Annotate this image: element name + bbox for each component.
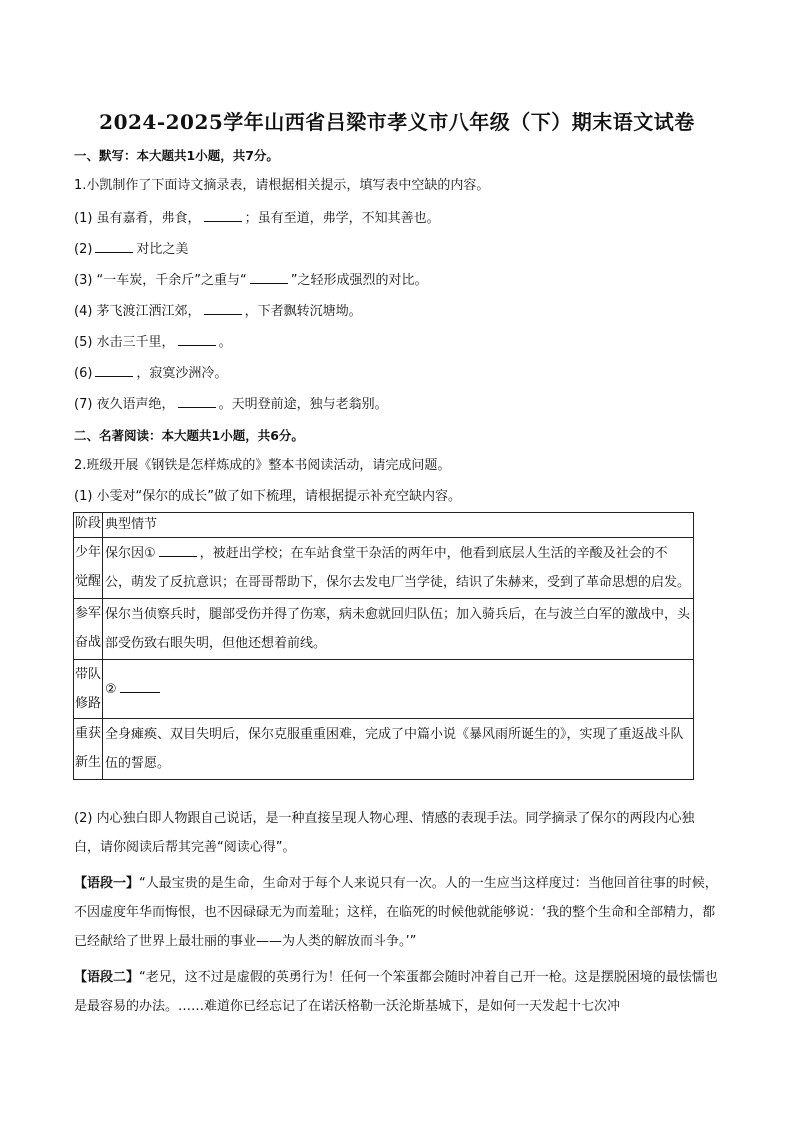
stage-label: 重获新生 xyxy=(75,726,102,770)
answer-blank-1[interactable] xyxy=(159,544,197,557)
answer-blank[interactable] xyxy=(178,333,216,346)
question-2-sub-2: (2) 内心独白即人物跟自己说话，是一种直接呈现人物心理、情感的表现手法。同学摘录了保尔的两段内心独白，请你阅读后帮其完善“阅读心得”。 xyxy=(74,811,695,855)
item-text: ，寂寞沙洲冷。 xyxy=(136,366,228,381)
plot-cell: 保尔当侦察兵时，腿部受伤并得了伤寒，病未愈就回归队伍；加入骑兵后，在与波兰白军的激战中，头部受伤致右眼失明，但他还想着前线。 xyxy=(103,599,694,660)
dictation-item-6 xyxy=(74,364,227,382)
excerpt-1 xyxy=(74,869,720,956)
table-row xyxy=(74,599,694,660)
item-text: (3) “一车炭，千余斤”之重与“ xyxy=(74,273,247,288)
plot-text: ② xyxy=(105,681,117,697)
answer-blank[interactable] xyxy=(178,395,216,408)
section-1-heading: 一、默写：本大题共1小题，共7分。 xyxy=(74,148,279,163)
stage-label: 参军奋战 xyxy=(75,606,102,650)
question-1: 1.小凯制作了下面诗文摘录表，请根据相关提示，填写表中空缺的内容。 xyxy=(74,178,490,193)
item-text: 对比之美 xyxy=(136,242,189,257)
excerpt-label: 【语段二】 xyxy=(74,970,140,985)
item-text: 。 xyxy=(218,335,232,350)
plot-cell xyxy=(103,660,694,719)
item-text: (7) 夜久语声绝， xyxy=(74,397,175,412)
item-text: ，下者飘转沉塘坳。 xyxy=(244,304,362,319)
stage-cell xyxy=(74,538,103,599)
item-text: ”之轻形成强烈的对比。 xyxy=(290,273,428,288)
stage-label: 少年觉醒 xyxy=(75,545,102,589)
table-row xyxy=(74,660,694,719)
answer-blank[interactable] xyxy=(204,209,242,222)
growth-table xyxy=(73,512,694,780)
item-text: (4) 茅飞渡江洒江郊， xyxy=(74,304,201,319)
answer-blank[interactable] xyxy=(95,240,133,253)
item-text: ；虽有至道，弗学，不知其善也。 xyxy=(244,211,440,226)
stage-cell xyxy=(74,660,103,719)
plot-cell: 全身瘫痪、双目失明后，保尔克服重重困难，完成了中篇小说《暴风雨所诞生的》，实现了重返战斗队伍的誓愿。 xyxy=(103,719,694,780)
table-row xyxy=(74,538,694,599)
plot-text: ，被赶出学校；在车站食堂干杂活的两年中，他看到底层人生活的辛酸及社会的不公，萌发了反抗意识；在哥哥帮助下，保尔去发电厂当学徒，结识了朱赫来，受到了革命思想的启发。 xyxy=(105,546,691,590)
item-text: (5) 水击三千里， xyxy=(74,335,175,350)
item-text: (1) 虽有嘉肴，弗食， xyxy=(74,211,201,226)
excerpt-2 xyxy=(74,963,720,1021)
section-2-heading: 二、名著阅读：本大题共1小题，共6分。 xyxy=(74,428,304,443)
dictation-item-7 xyxy=(74,395,388,413)
table-header-row xyxy=(74,513,694,538)
exam-title: 2024-2025学年山西省吕梁市孝义市八年级（下）期末语文试卷 xyxy=(99,110,695,134)
stage-label: 带队修路 xyxy=(75,667,102,711)
excerpt-text: “老兄，这不过是虚假的英勇行为！任何一个笨蛋都会随时冲着自己开一枪。这是摆脱困境的最怯懦也是最容易的办法。……难道你已经忘记了在诺沃格勒一沃沦斯基城下，是如何一天发起十七次冲 xyxy=(74,970,718,1014)
answer-blank[interactable] xyxy=(95,364,133,377)
dictation-item-5 xyxy=(74,333,232,351)
question-2: 2.班级开展《钢铁是怎样炼成的》整本书阅读活动，请完成问题。 xyxy=(74,458,451,473)
question-2-sub-1: (1) 小雯对“保尔的成长”做了如下梳理，请根据提示补充空缺内容。 xyxy=(74,489,462,504)
dictation-item-4 xyxy=(74,302,362,320)
answer-blank[interactable] xyxy=(204,302,242,315)
dictation-item-2 xyxy=(74,240,188,258)
answer-blank-2[interactable] xyxy=(120,680,160,693)
item-text: (2) xyxy=(74,242,93,257)
plot-cell xyxy=(103,538,694,599)
plot-text: 保尔因① xyxy=(105,546,156,561)
header-plot: 典型情节 xyxy=(103,513,694,538)
answer-blank[interactable] xyxy=(250,271,288,284)
header-stage: 阶段 xyxy=(74,513,103,538)
dictation-item-3 xyxy=(74,271,428,289)
stage-cell xyxy=(74,599,103,660)
dictation-item-1 xyxy=(74,209,440,227)
excerpt-text: “人最宝贵的是生命，生命对于每个人来说只有一次。人的一生应当这样度过：当他回首往事的时候，不因虚度年华而悔恨，也不因碌碌无为而羞耻；这样，在临死的时候他就能够说：‘我的整个生命和全部精力，都已经献给了世界上最壮丽的事业——为人类的解放而斗争。’” xyxy=(74,876,718,949)
item-text: 。天明登前途，独与老翁别。 xyxy=(218,397,388,412)
excerpt-label: 【语段一】 xyxy=(74,876,140,891)
stage-cell xyxy=(74,719,103,780)
item-text: (6) xyxy=(74,366,93,381)
table-row xyxy=(74,719,694,780)
